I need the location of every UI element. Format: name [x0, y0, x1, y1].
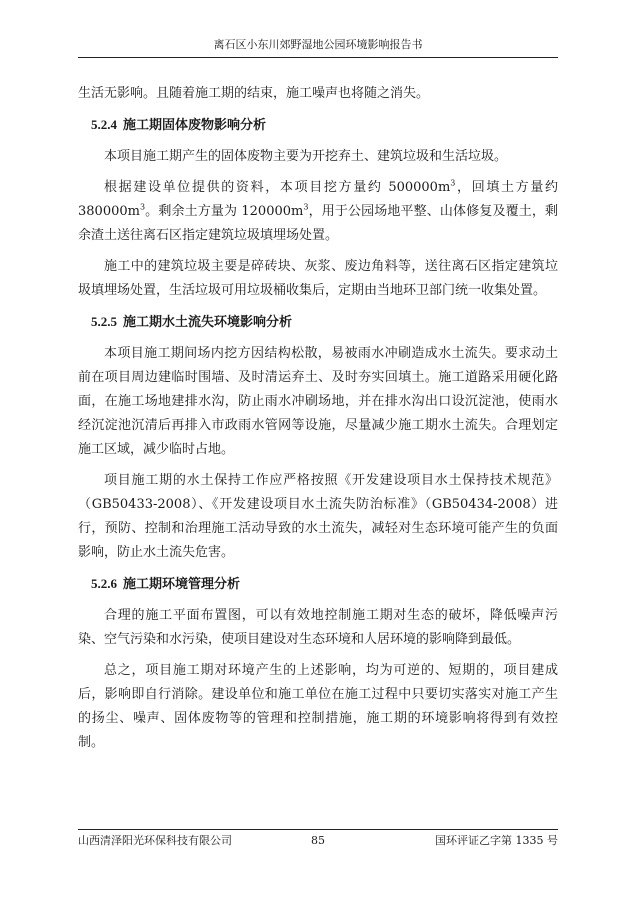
- paragraph-soil-erosion: 本项目施工期间场内挖方因结构松散，易被雨水冲刷造成水土流失。要求动土前在项目周边建临时围墙、及时清运弃土、及时夯实回填土。施工道路采用硬化路面，在施工场地建排水沟，防止雨水冲刷场地，并在排水沟出口设沉淀池，使雨水经沉淀池沉清后再排入市政雨水管网等设施，尽量减少施工期水土流失。合理划定施工区域，减少临时占地。: [78, 346, 558, 457]
- superscript: 3: [450, 178, 456, 188]
- paragraph-summary: 总之，项目施工期对环境产生的上述影响，均为可逆的、短期的，项目建成后，影响即自行消除。建设单位和施工单位在施工过程中只要切实落实对施工产生的扬尘、噪声、固体废物等的管理和控制措施，施工期的环境影响将得到有效控制。: [78, 663, 558, 750]
- superscript: 3: [139, 202, 146, 212]
- section-number: 5.2.5: [91, 314, 117, 329]
- section-title: 施工期环境管理分析: [123, 577, 241, 592]
- page-footer: [78, 834, 558, 848]
- document-body: [78, 82, 558, 755]
- paragraph-soil-conservation: 项目施工期的水土保持工作应严格按照《开发建设项目水土保持技术规范》（GB50433-2008）、《开发建设项目水土流失防治标准》（GB50434-2008）进行，预防、控制和治理施工活动导致的水土流失，减轻对生态环境可能产生的负面影响，防止水土流失危害。: [78, 473, 558, 560]
- footer-certificate: 国环评证乙字第 1335 号: [435, 834, 558, 847]
- paragraph-construction-waste: 施工中的建筑垃圾主要是碎砖块、灰浆、废边角料等，送往离石区指定建筑垃圾填埋场处置，生活垃圾可用垃圾桶收集后，定期由当地环卫部门统一收集处置。: [78, 259, 558, 298]
- section-heading-5-2-6: [78, 572, 558, 597]
- page-number: 85: [311, 834, 325, 847]
- section-number: 5.2.4: [91, 117, 117, 132]
- text-run: 根据建设单位提供的资料，本项目挖方量约 500000m: [104, 180, 451, 195]
- header-divider: [78, 57, 558, 58]
- paragraph-earthwork: [78, 176, 558, 248]
- text-run: ，用于公园场地平整、山体修复及覆土，剩余渣土送往离石区指定建筑垃圾填埋场处置。: [78, 204, 558, 243]
- paragraph-continued: 生活无影响。且随着施工期的结束，施工噪声也将随之消失。: [78, 86, 430, 101]
- section-heading-5-2-5: [78, 310, 558, 335]
- page-header: 离石区小东川郊野湿地公园环境影响报告书: [213, 38, 423, 51]
- section-title: 施工期水土流失环境影响分析: [123, 315, 293, 330]
- text-run: 。剩余土方量为 120000m: [145, 204, 304, 219]
- footer-divider: [78, 829, 558, 830]
- superscript: 3: [303, 202, 309, 212]
- paragraph-site-layout: 合理的施工平面布置图，可以有效地控制施工期对生态的破坏，降低噪声污染、空气污染和水污染，使项目建设对生态环境和人居环境的影响降到最低。: [78, 608, 558, 647]
- text-run: ，回填土方量约 380000m: [78, 180, 558, 219]
- paragraph-solid-waste-intro: 本项目施工期产生的固体废物主要为开挖弃土、建筑垃圾和生活垃圾。: [104, 149, 508, 164]
- section-number: 5.2.6: [91, 576, 117, 591]
- footer-company: 山西清泽阳光环保科技有限公司: [78, 834, 232, 847]
- section-title: 施工期固体废物影响分析: [123, 118, 267, 133]
- section-heading-5-2-4: [78, 113, 558, 138]
